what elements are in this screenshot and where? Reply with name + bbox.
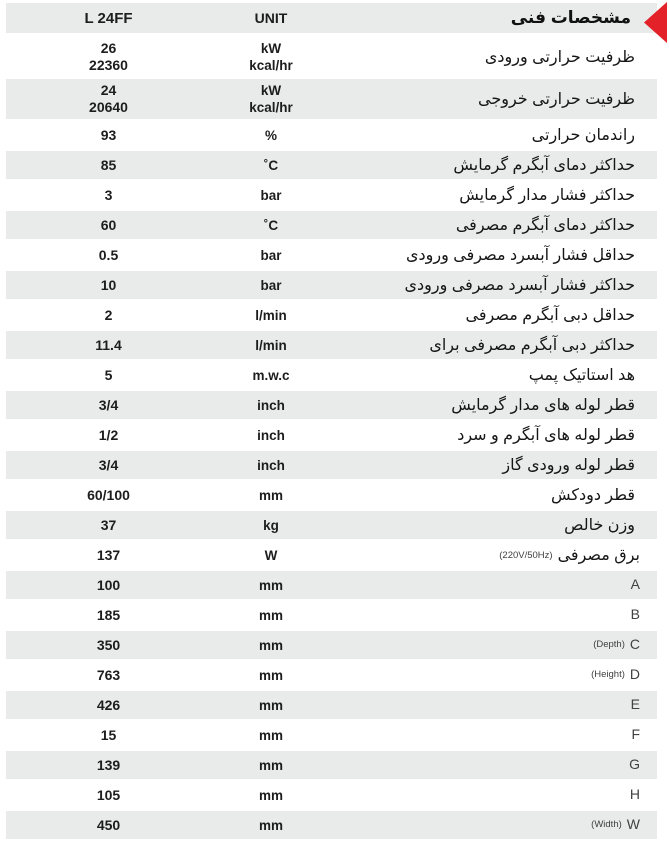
table-row [6, 571, 657, 599]
unit-cell: m.w.c [252, 367, 290, 383]
label-text: وزن خالص [564, 517, 635, 534]
table-row [6, 541, 657, 569]
value-cell: 1/2 [98, 426, 119, 443]
table-row [6, 391, 657, 419]
label-text: C [629, 636, 640, 652]
table-row [6, 661, 657, 689]
value-cell: 24 20640 [89, 82, 128, 115]
label-text: قطر لوله های آبگرم و سرد [457, 427, 635, 444]
label-cell [331, 576, 657, 594]
unit-cell: mm [258, 487, 283, 503]
value-cell: 100 [96, 576, 121, 593]
label-text: راندمان حرارتی [531, 127, 635, 144]
value-cell: 26 22360 [89, 40, 128, 73]
label-annotation: (Depth) [593, 639, 625, 650]
unit-cell: inch [257, 397, 285, 413]
value-cell: 60/100 [87, 486, 130, 503]
unit-cell: bar [260, 187, 282, 203]
label-cell [331, 786, 657, 804]
table-row [6, 301, 657, 329]
table-row [6, 721, 657, 749]
label-cell [331, 816, 657, 834]
value-cell: 0.5 [98, 246, 119, 263]
label-cell [331, 47, 657, 67]
table-row [6, 151, 657, 179]
unit-cell: l/min [255, 337, 287, 353]
unit-cell: inch [257, 427, 285, 443]
label-cell [331, 485, 657, 505]
section-title: مشخصات فنی [510, 8, 631, 27]
unit-cell: kg [263, 517, 279, 533]
table-row [6, 421, 657, 449]
value-cell: 426 [96, 696, 121, 713]
label-cell [331, 756, 657, 774]
label-text: F [631, 726, 640, 742]
unit-cell: mm [258, 667, 283, 683]
table-row [6, 361, 657, 389]
label-cell [331, 545, 657, 565]
label-cell [331, 89, 657, 109]
label-text: حداکثر دمای آبگرم گرمایش [453, 157, 635, 174]
label-text: ظرفیت حرارتی خروجی [478, 91, 635, 108]
label-annotation: (Width) [591, 819, 622, 830]
value-cell: 37 [100, 516, 117, 533]
value-cell: 85 [100, 156, 117, 173]
label-cell [331, 636, 657, 654]
label-cell [331, 125, 657, 145]
label-text: H [629, 786, 640, 802]
spec-rows-container [6, 37, 657, 839]
value-cell: 763 [96, 666, 121, 683]
value-cell: 3/4 [98, 396, 119, 413]
label-text: قطر لوله ورودی گاز [502, 457, 635, 474]
unit-cell: mm [258, 757, 283, 773]
table-row [6, 211, 657, 239]
label-text: حداقل فشار آبسرد مصرفی ورودی [405, 247, 635, 264]
value-cell: 15 [100, 726, 117, 743]
label-text: هد استاتیک پمپ [528, 367, 635, 384]
unit-cell: mm [258, 727, 283, 743]
value-cell: 450 [96, 816, 121, 833]
label-cell [331, 606, 657, 624]
table-row [6, 451, 657, 479]
label-text: حداقل دبی آبگرم مصرفی [465, 307, 635, 324]
unit-cell: mm [258, 787, 283, 803]
value-cell: 350 [96, 636, 121, 653]
label-text: E [630, 696, 640, 712]
value-cell: 60 [100, 216, 117, 233]
unit-cell: ˚C [263, 217, 279, 233]
unit-cell: ˚C [263, 157, 279, 173]
value-cell: 185 [96, 606, 121, 623]
table-row [6, 811, 657, 839]
label-annotation: (220V/50Hz) [499, 550, 553, 561]
table-row [6, 751, 657, 779]
unit-cell: % [264, 127, 277, 143]
spec-table [6, 3, 657, 839]
label-cell [331, 335, 657, 355]
label-cell [331, 696, 657, 714]
label-text: ظرفیت حرارتی ورودی [484, 49, 635, 66]
label-cell [331, 275, 657, 295]
label-cell [331, 515, 657, 535]
table-row [6, 121, 657, 149]
unit-cell: W [264, 547, 278, 563]
table-row [6, 241, 657, 269]
unit-cell: l/min [255, 307, 287, 323]
table-row [6, 601, 657, 629]
table-row [6, 781, 657, 809]
table-row [6, 481, 657, 509]
label-cell [331, 185, 657, 205]
label-cell [331, 215, 657, 235]
label-annotation: (Height) [591, 669, 625, 680]
value-cell: 3/4 [98, 456, 119, 473]
value-cell: 10 [100, 276, 117, 293]
value-cell: 2 [104, 306, 113, 323]
label-cell [331, 425, 657, 445]
unit-cell: mm [258, 577, 283, 593]
label-text: قطر لوله های مدار گرمایش [451, 397, 635, 414]
label-cell [331, 305, 657, 325]
value-cell: 3 [104, 186, 113, 203]
table-row [6, 691, 657, 719]
table-row [6, 37, 657, 77]
unit-cell: bar [260, 247, 282, 263]
value-cell: 105 [96, 786, 121, 803]
label-cell [331, 245, 657, 265]
unit-cell: mm [258, 697, 283, 713]
table-row [6, 631, 657, 659]
value-cell: 93 [100, 126, 117, 143]
label-text: حداکثر دمای آبگرم مصرفی [455, 217, 635, 234]
label-text: قطر دودکش [550, 487, 635, 504]
label-cell [331, 395, 657, 415]
label-text: D [629, 666, 640, 682]
table-row [6, 271, 657, 299]
unit-cell: mm [258, 817, 283, 833]
label-cell [331, 155, 657, 175]
value-cell: 137 [96, 546, 121, 563]
unit-cell: kW kcal/hr [249, 83, 293, 115]
label-text: B [630, 606, 640, 622]
value-cell: 5 [104, 366, 113, 383]
unit-cell: mm [258, 607, 283, 623]
table-row [6, 181, 657, 209]
unit-column-header: UNIT [254, 9, 288, 26]
label-text: برق مصرفی [557, 547, 640, 564]
label-text: حداکثر فشار آبسرد مصرفی ورودی [404, 277, 635, 294]
value-cell: 11.4 [95, 336, 122, 353]
table-row [6, 331, 657, 359]
label-cell [331, 455, 657, 475]
unit-cell: inch [257, 457, 285, 473]
label-cell [331, 726, 657, 744]
label-text: حداکثر فشار مدار گرمایش [459, 187, 635, 204]
label-text: حداکثر دبی آبگرم مصرفی برای [429, 337, 635, 354]
table-row [6, 511, 657, 539]
unit-cell: mm [258, 637, 283, 653]
model-column-header: L 24FF [84, 9, 133, 27]
unit-cell: kW kcal/hr [249, 41, 293, 73]
label-text: G [629, 756, 640, 772]
unit-cell: bar [260, 277, 282, 293]
label-cell [331, 365, 657, 385]
table-header [6, 3, 657, 33]
label-text: W [626, 816, 640, 832]
label-text: A [630, 576, 640, 592]
value-cell: 139 [96, 756, 121, 773]
label-cell [331, 666, 657, 684]
table-row [6, 79, 657, 119]
